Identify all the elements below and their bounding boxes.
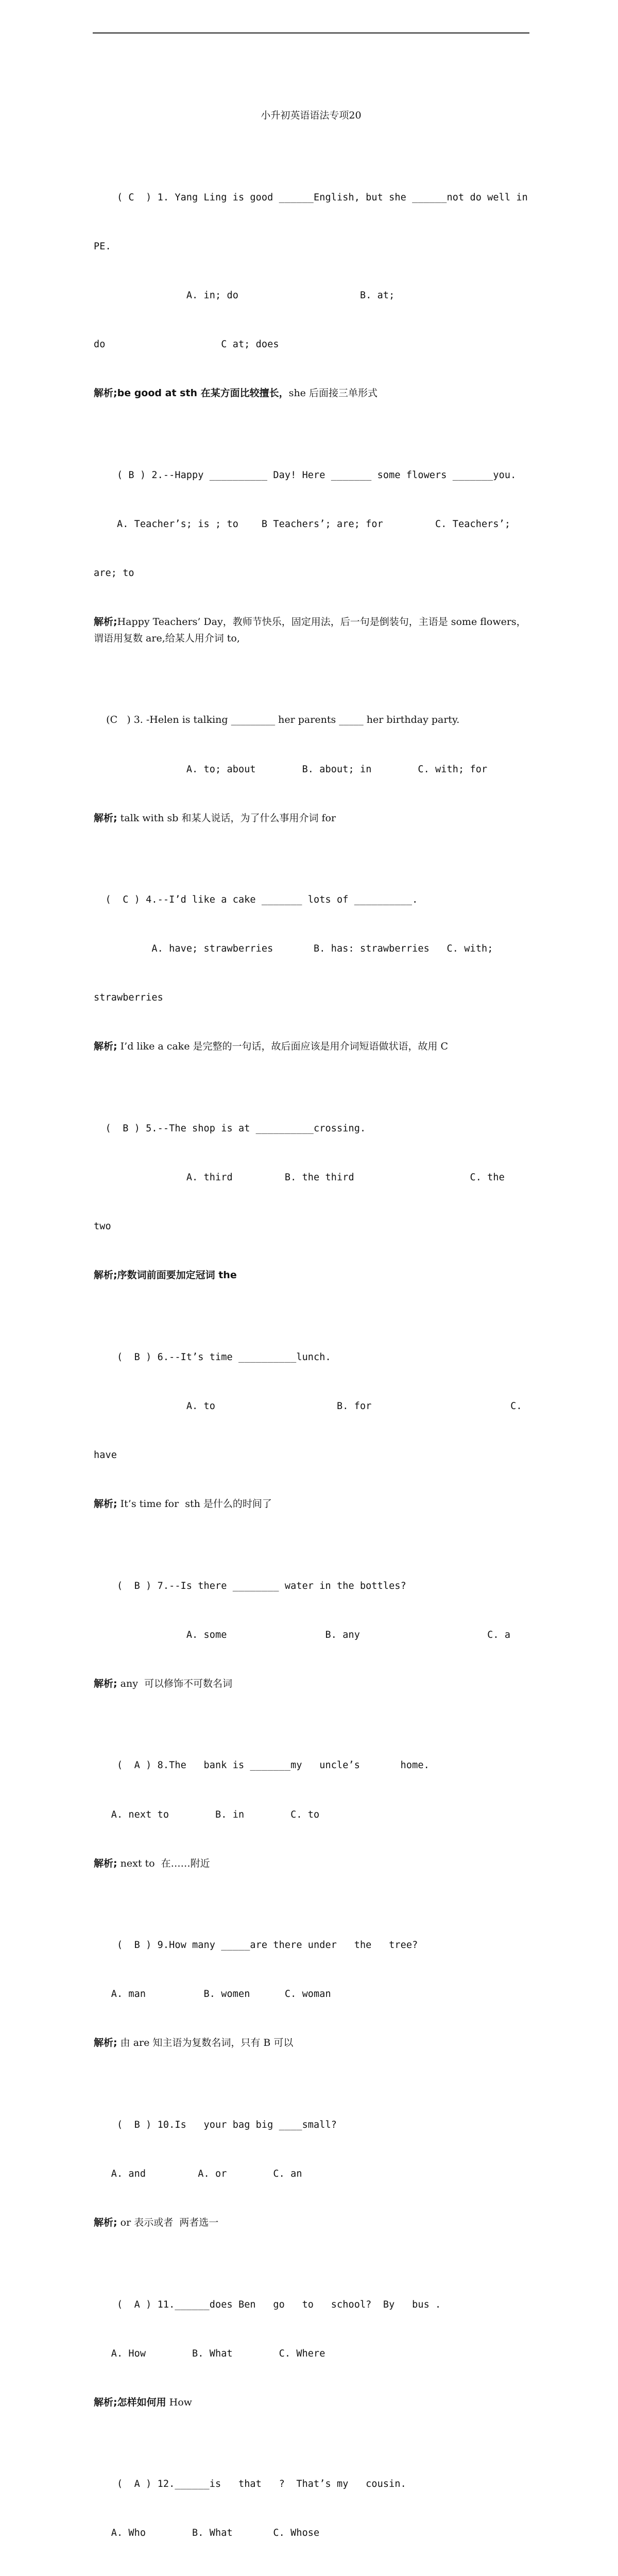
analysis-label: 解析; [94, 616, 117, 628]
question-2-options-cont: are; to [94, 568, 134, 579]
analysis-label: 解析; [94, 1269, 117, 1281]
analysis-text: next to 在……附近 [117, 1857, 210, 1869]
question-3-options: A. to; about B. about; in C. with; for [94, 764, 488, 775]
question-1: ( C ) 1. Yang Ling is good ______English, but she ______not do well in [94, 192, 528, 203]
question-4-options-cont: strawberries [94, 992, 163, 1004]
analysis-text: she 后面接三单形式 [288, 387, 377, 399]
analysis-label: 解析; [94, 1041, 117, 1053]
analysis-text: Happy Teachers’ Day，教师节快乐，固定用法，后一句是倒装句，主语是 some flowers，谓语用复数 are,给某人用介词 to, [94, 616, 526, 644]
analysis-9 [94, 2035, 528, 2052]
analysis-5 [94, 1267, 528, 1284]
question-5-options-cont: two [94, 1221, 111, 1232]
question-7-options: A. some B. any C. a [94, 1629, 511, 1640]
question-3: (C ) 3. -Helen is talking _________ her parents _____ her birthday party. [94, 714, 460, 726]
analysis-11 [94, 2395, 528, 2411]
analysis-label: 解析; [94, 2396, 117, 2408]
analysis-label: 解析; [94, 2037, 117, 2049]
analysis-7 [94, 1676, 528, 1692]
question-7: ( B ) 7.--Is there ________ water in the bottles? [94, 1580, 406, 1591]
question-1-options-cont: do C at; does [94, 339, 279, 350]
analysis-label: 解析; [94, 1677, 117, 1689]
question-5-options: A. third B. the third C. the [94, 1172, 505, 1183]
analysis-3 [94, 810, 528, 827]
page-title: 小升初英语语法专项20 [261, 110, 362, 122]
analysis-12 [94, 2574, 528, 2576]
analysis-4 [94, 1039, 528, 1055]
question-6: ( B ) 6.--It’s time __________lunch. [94, 1351, 331, 1363]
question-9-options: A. man B. women C. woman [94, 1989, 331, 2000]
question-4-options: A. have; strawberries B. has: strawberries C. with; [94, 943, 493, 955]
analysis-text: 由 are 知主语为复数名词，只有 B 可以 [117, 2037, 294, 2049]
analysis-text: It’s time for sth 是什么的时间了 [117, 1498, 272, 1510]
analysis-2 [94, 614, 528, 647]
analysis-label: 解析; [94, 1857, 117, 1869]
question-6-options-cont: have [94, 1450, 117, 1461]
question-2: ( B ) 2.--Happy __________ Day! Here _______ some flowers _______you. [94, 469, 517, 481]
question-11-options: A. How B. What C. Where [94, 2348, 325, 2359]
question-6-options: A. to B. for C. [94, 1400, 522, 1412]
question-11: ( A ) 11.______does Ben go to school? By bus . [94, 2299, 441, 2310]
analysis-text: I’d like a cake 是完整的一句话，故后面应该是用介词短语做状语，故用 C [117, 1041, 449, 1053]
analysis-bold-text: 序数词前面要加定冠词 the [117, 1269, 237, 1281]
analysis-6 [94, 1496, 528, 1513]
analysis-text: or 表示或者 两者选一 [117, 2217, 219, 2229]
analysis-bold-text: 怎样如何用 [117, 2396, 166, 2408]
document-body [94, 75, 528, 2576]
analysis-bold-text: be good at sth 在某方面比较擅长， [117, 387, 289, 399]
question-1-options: A. in; do B. at; [94, 290, 395, 301]
analysis-label: 解析; [94, 2217, 117, 2229]
analysis-10 [94, 2215, 528, 2231]
question-2-options: A. Teacher’s; is ; to B Teachers’; are; for C. Teachers’; [94, 518, 511, 530]
analysis-1 [94, 385, 528, 402]
analysis-8 [94, 1856, 528, 1872]
header-rule [93, 32, 529, 33]
question-10-options: A. and A. or C. an [94, 2168, 302, 2179]
analysis-text: any 可以修饰不可数名词 [117, 1677, 233, 1689]
question-1-cont: PE. [94, 241, 111, 252]
analysis-label: 解析; [94, 812, 117, 824]
analysis-text: talk with sb 和某人说话，为了什么事用介词 for [117, 812, 336, 824]
question-5: ( B ) 5.--The shop is at __________crossing. [94, 1123, 366, 1134]
question-8-options: A. next to B. in C. to [94, 1809, 320, 1820]
question-10: ( B ) 10.Is your bag big ____small? [94, 2119, 337, 2130]
analysis-text: How [166, 2396, 192, 2408]
analysis-label: 解析; [94, 387, 117, 399]
analysis-label: 解析; [94, 1498, 117, 1510]
question-4: ( C ) 4.--I’d like a cake _______ lots of __________. [94, 894, 418, 906]
question-9: ( B ) 9.How many _____are there under the tree? [94, 1940, 418, 1951]
question-12: ( A ) 12.______is that ? That’s my cousin. [94, 2479, 406, 2490]
question-12-options: A. Who B. What C. Whose [94, 2528, 320, 2539]
question-8: ( A ) 8.The bank is _______my uncle’s home. [94, 1760, 430, 1771]
